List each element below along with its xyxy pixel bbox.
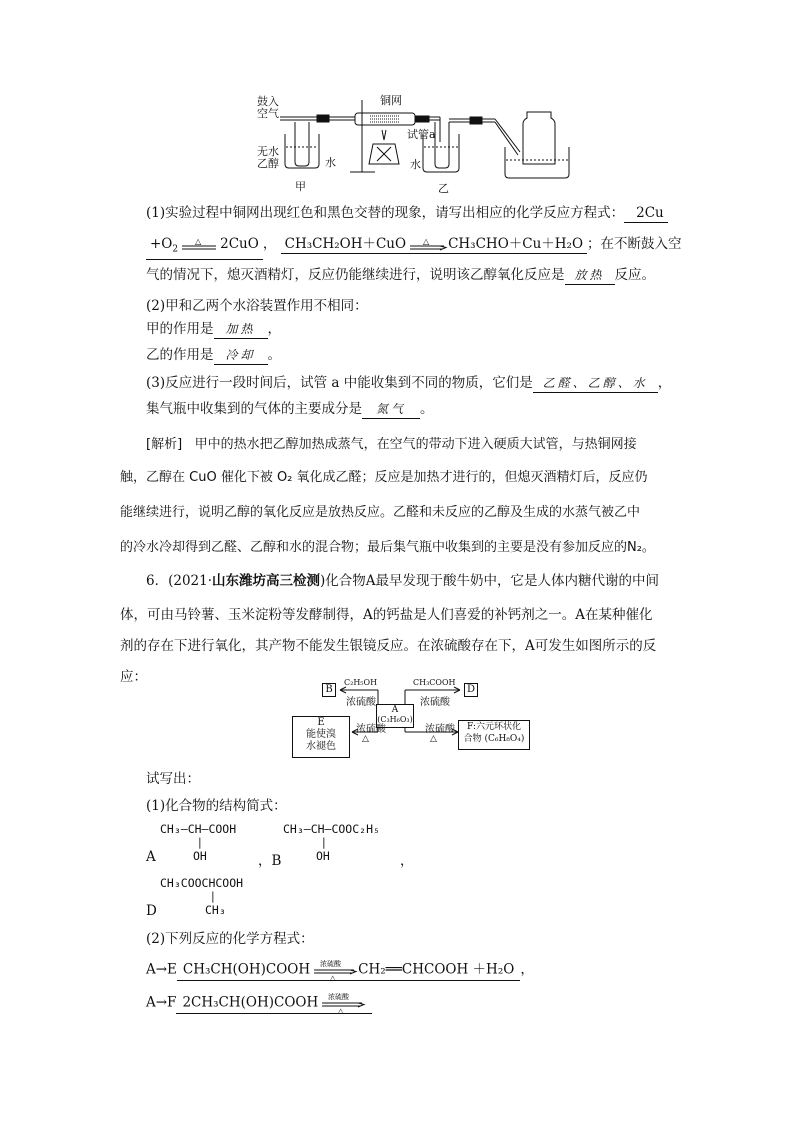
svg-text:浓硫酸: 浓硫酸	[320, 960, 342, 968]
label-anhydrous-ethanol: 无水 乙醇	[257, 145, 279, 170]
acid-label-1: 浓硫酸	[346, 697, 376, 708]
svg-text:△: △	[195, 236, 202, 246]
q6-write: 试写出：	[146, 771, 200, 787]
analysis-line-1	[146, 436, 637, 454]
struct-A-main: CH₃—CH—COOH	[160, 822, 237, 836]
eq-A-to-E	[146, 960, 534, 981]
q6-line-4: 应：	[120, 669, 147, 685]
q1-answer-3: 放热	[565, 266, 615, 285]
analysis-text-1: 甲中的热水把乙醇加热成蒸气，在空气的带动下进入硬质大试管，与热铜网接	[194, 437, 637, 452]
reaction-scheme	[290, 680, 530, 760]
heat-condition-icon	[178, 237, 220, 253]
compound-B: B	[322, 683, 336, 697]
q1-tail-1: ；在不断鼓入空	[587, 236, 682, 252]
struct-comma-B: ，B	[258, 853, 282, 869]
q3-line-1	[146, 374, 671, 393]
struct-B-main: CH₃—CH—COOC₂H₅	[283, 822, 380, 836]
struct-D-ch3: CH₃	[205, 903, 226, 917]
q2-jia-answer: 加热	[214, 320, 268, 339]
q6-line-3: 剂的存在下进行氧化，其产物不能发生银镜反应。在浓硫酸存在下，A可发生如图所示的反	[120, 638, 657, 654]
q2-stem: (2)甲和乙两个水浴装置作用不相同：	[146, 298, 368, 314]
delta-2: △	[430, 734, 437, 744]
svg-text:浓硫酸: 浓硫酸	[328, 993, 350, 1001]
label-water-jia: 水	[325, 156, 336, 169]
q1-prefix: (1)实验过程中铜网出现红色和黑色交替的现象，请写出相应的化学反应方程式：	[146, 205, 625, 221]
struct-B-bond: |	[322, 836, 326, 849]
apparatus-figure	[255, 92, 575, 195]
struct-D-main: CH₃COOCHCOOH	[160, 876, 244, 890]
label-yi: 乙	[438, 182, 449, 195]
q1-line-3	[146, 266, 655, 285]
acid-heat-arrow-icon-2	[318, 993, 366, 1013]
label-tube-a: 试管a	[407, 128, 436, 141]
struct-A-bond: |	[198, 836, 202, 849]
q1-line-1	[146, 204, 668, 223]
q6-line-1	[146, 572, 659, 590]
label-jia: 甲	[295, 180, 306, 193]
q2-yi-answer: 冷却	[214, 346, 268, 365]
analysis-line-3: 能继续进行，说明乙醇的氧化反应是放热反应。乙醛和未反应的乙醇及生成的水蒸气被乙中	[120, 505, 641, 520]
eq-AE-answer: CH₃CH(OH)COOH 浓硫酸 △ CH₂══CHCOOH ＋H₂O	[177, 960, 520, 981]
analysis-line-4: 的冷水冷却得到乙醛、乙醇和水的混合物；最后集气瓶中收集到的主要是没有参加反应的N₂。	[120, 540, 655, 555]
compound-F: F:六元环状化 合物 (C₆H₈O₄)	[458, 720, 530, 750]
q6-line-2: 体，可由马铃薯、玉米淀粉等发酵制得，A的钙盐是人们喜爱的补钙剂之一。A在某种催化	[120, 607, 653, 623]
reagent-B: C₂H₅OH	[344, 678, 378, 687]
reagent-D: CH₃COOH	[413, 678, 456, 687]
q6-source-open: (2021·	[168, 573, 213, 589]
q2-jia	[146, 320, 281, 339]
label-copper-mesh: 铜网	[380, 94, 402, 107]
q2-yi-prefix: 乙的作用是	[146, 347, 214, 363]
eq-AE-label: A→E	[146, 961, 177, 978]
q6-sub-2: (2)下列反应的化学方程式：	[146, 931, 314, 947]
q1-tail-3: 反应。	[614, 267, 656, 283]
eq-AF-label: A→F	[146, 994, 177, 1011]
label-blow-air: 鼓入 空气	[257, 95, 279, 120]
q1-answer-1a: 2Cu	[624, 204, 668, 223]
acid-label-4: 浓硫酸	[425, 724, 455, 735]
q3-tail: ，	[657, 375, 672, 391]
svg-text:△: △	[330, 974, 336, 980]
compound-A: A (C₃H₆O₃)	[376, 704, 414, 728]
svg-text:△: △	[423, 236, 430, 246]
struct-D-bond: |	[211, 890, 215, 903]
struct-A-label: A	[146, 849, 156, 865]
struct-D-label: D	[146, 903, 157, 919]
heat-arrow-icon	[406, 237, 448, 253]
eq-A-to-F	[146, 993, 372, 1014]
eq-AF-answer: 2CH₃CH(OH)COOH 浓硫酸 △	[176, 993, 372, 1014]
q3-line-2	[146, 400, 434, 419]
q1-line3-text: 气的情况下，熄灭酒精灯，反应仍能继续进行，说明该乙醇氧化反应是	[146, 267, 565, 283]
q2-yi	[146, 346, 281, 365]
q2-jia-prefix: 甲的作用是	[146, 321, 214, 337]
q3-tail-2: 。	[420, 401, 434, 417]
q1-answer-2: CH₃CH₂OH＋CuO △ CH₃CHO＋Cu＋H₂O	[281, 235, 587, 254]
apparatus-drawing	[255, 92, 575, 192]
q6-text-1: 化合物A最早发现于酸牛奶中，它是人体内糖代谢的中间	[325, 573, 660, 589]
q6-source: 山东潍坊高三检测	[212, 573, 321, 589]
q6-number: 6．	[146, 573, 169, 589]
q2-yi-tail: 。	[267, 347, 282, 363]
struct-B-oh: OH	[316, 849, 330, 863]
q2-jia-tail: ，	[267, 321, 282, 337]
compound-E: E 能使溴 水褪色	[292, 716, 350, 758]
analysis-tag: [解析]	[146, 437, 183, 452]
label-water-yi: 水	[410, 158, 421, 171]
q6-sub-1: (1)化合物的结构简式：	[146, 798, 287, 814]
compound-D: D	[464, 683, 478, 697]
eq-AE-tail: ，	[520, 961, 534, 978]
struct-comma-2: ，	[400, 853, 414, 869]
q1-sep: ，	[262, 236, 277, 252]
q1-answer-1b: $+O_2$ △ 2CuO	[146, 235, 263, 260]
struct-A-oh: OH	[193, 849, 207, 863]
acid-heat-arrow-icon	[310, 960, 358, 980]
acid-label-3: 浓硫酸	[356, 724, 386, 735]
q3-answer-2: 氮气	[362, 400, 420, 419]
q6-source-close: )	[320, 573, 326, 589]
delta-1: △	[362, 734, 369, 744]
analysis-line-2: 触，乙醇在 CuO 催化下被 O₂ 氧化成乙醛；反应是加热才进行的，但熄灭酒精灯后，反应仍	[120, 470, 648, 485]
acid-label-2: 浓硫酸	[420, 697, 450, 708]
q3-prefix: (3)反应进行一段时间后，试管 a 中能收集到不同的物质，它们是	[146, 375, 533, 391]
q3-answer: 乙醛、乙醇、水	[533, 374, 658, 393]
svg-text:△: △	[338, 1007, 344, 1013]
q1-line-2	[146, 235, 682, 260]
q3-line2-prefix: 集气瓶中收集到的气体的主要成分是	[146, 401, 362, 417]
